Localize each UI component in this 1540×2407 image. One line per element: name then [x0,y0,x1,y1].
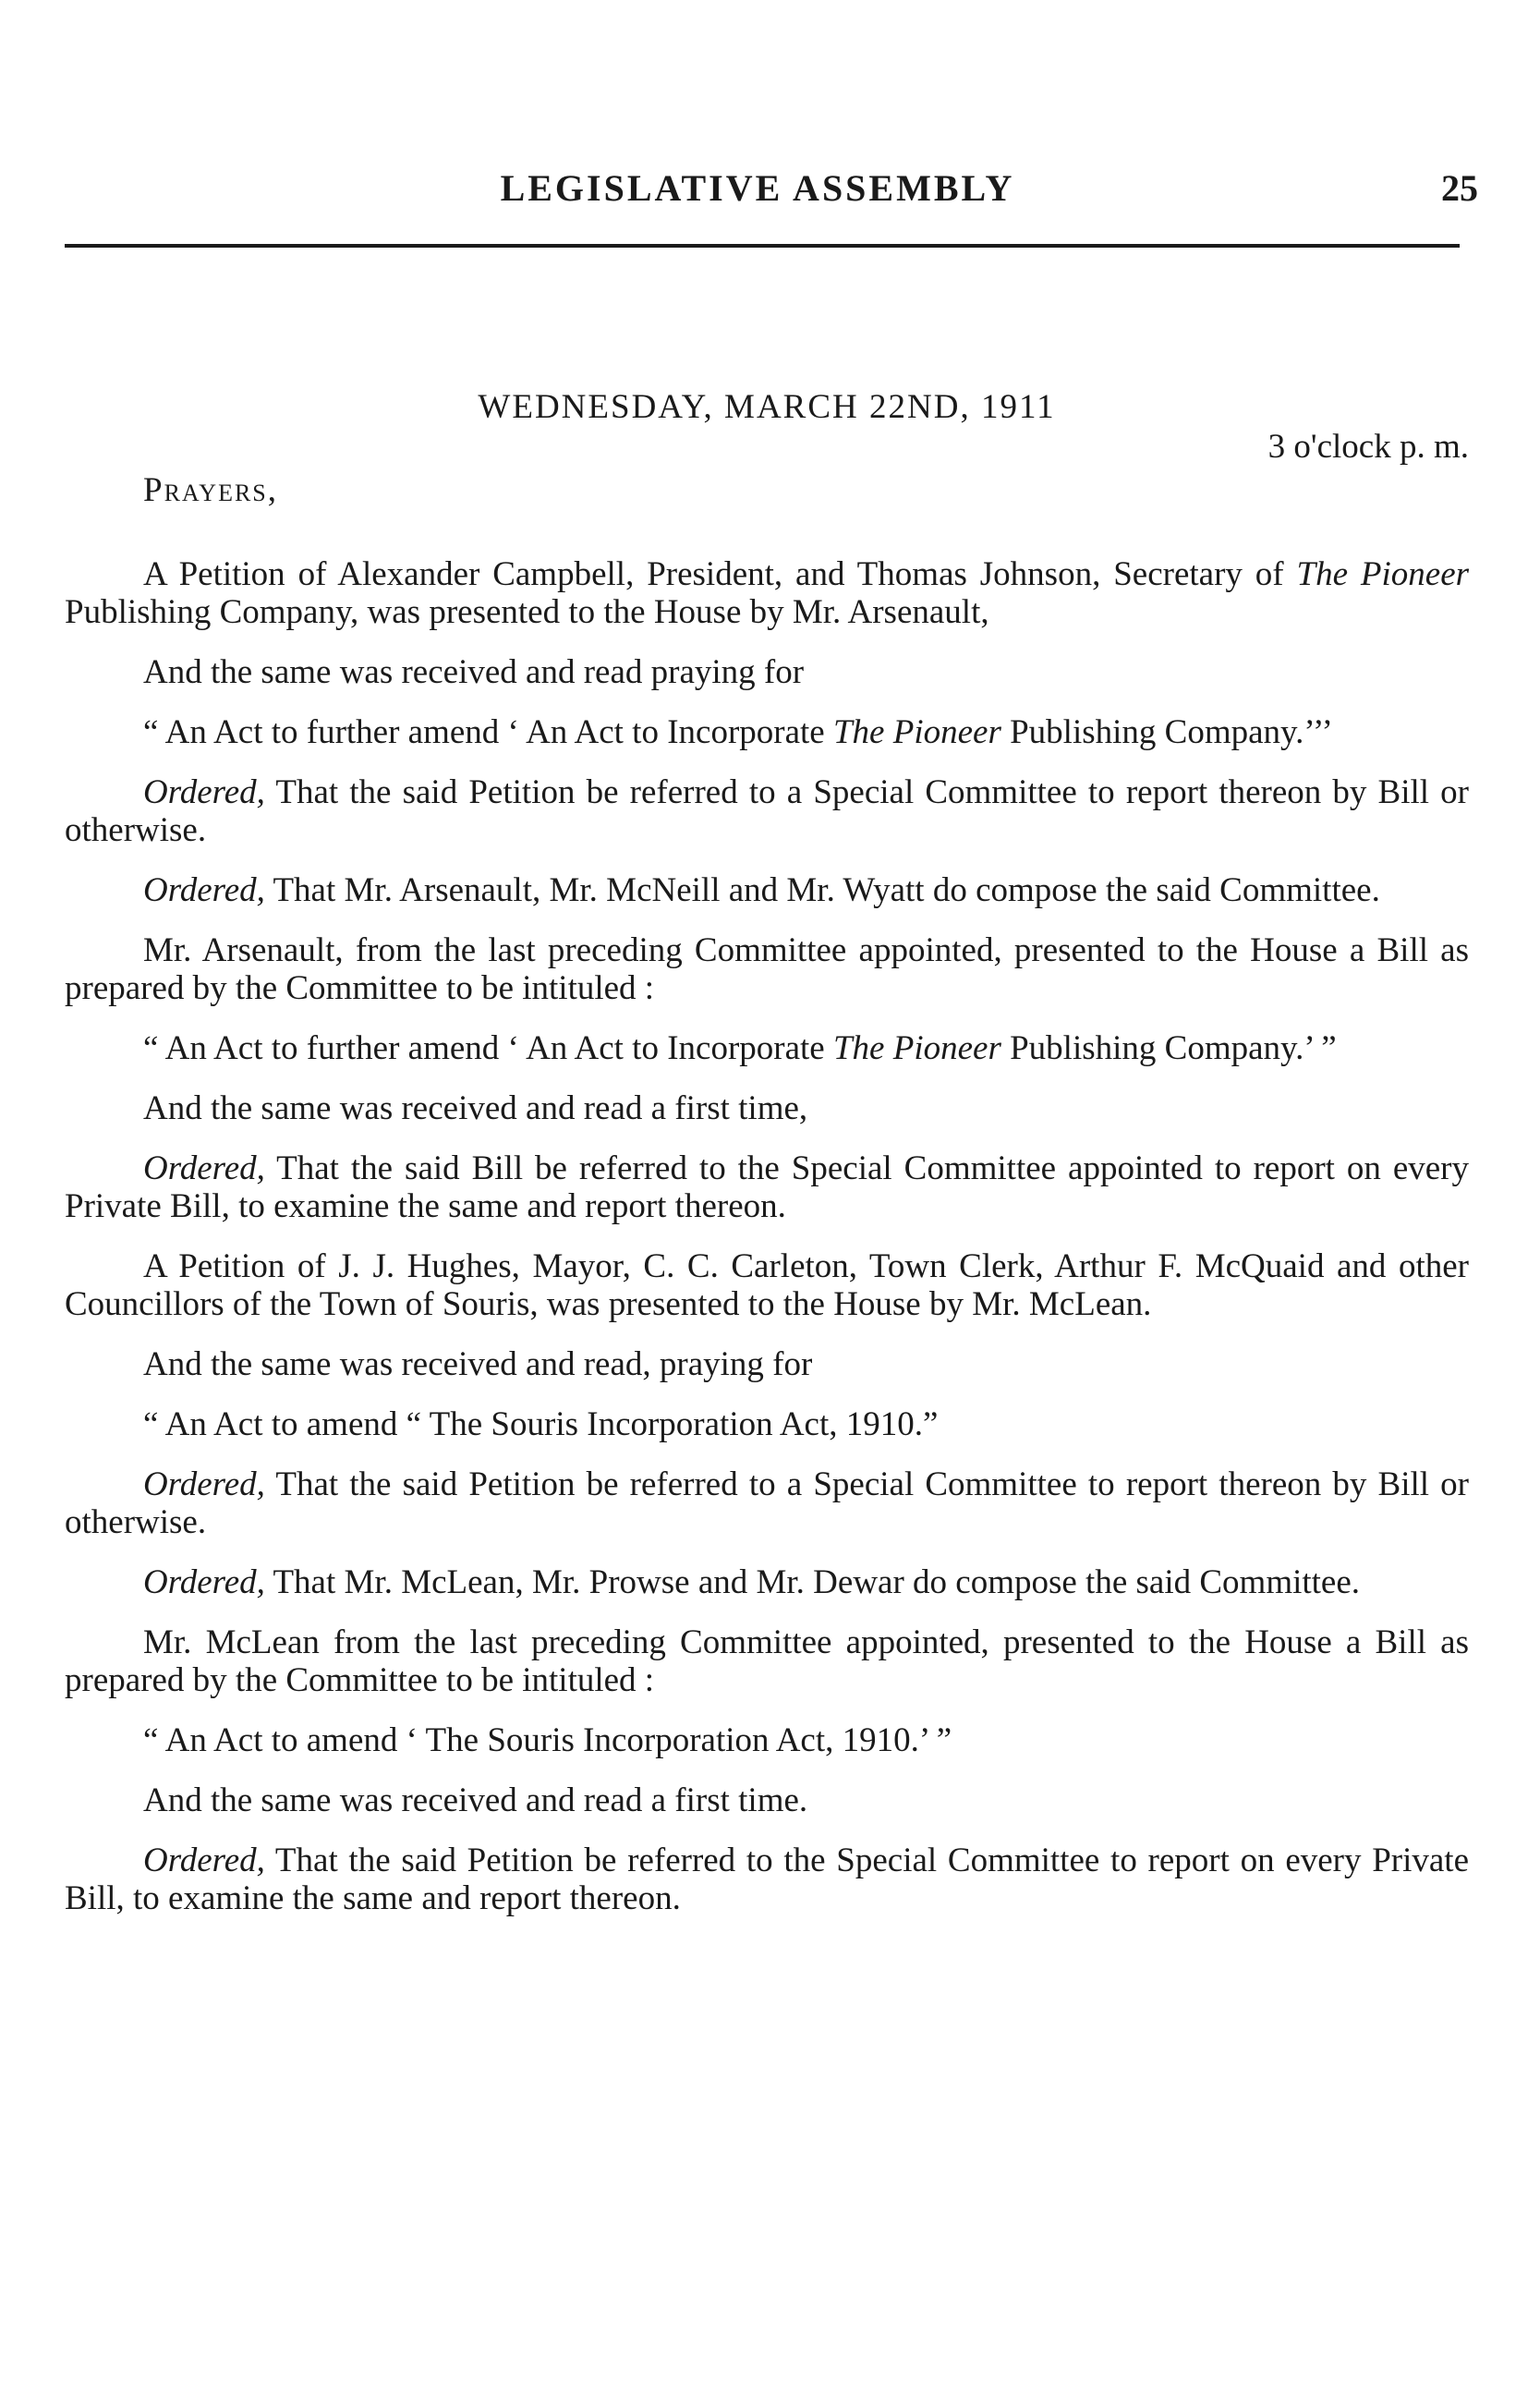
prayers-heading: Prayers, [143,471,279,509]
paragraph: Ordered, That the said Petition be referred to a Special Committee to report thereon by Bill or otherwise. [65,773,1469,849]
page-number: 25 [1441,167,1478,209]
paragraph: Ordered, That the said Bill be referred to the Special Committee appointed to report on every Private Bill, to examine the same and report thereon. [65,1149,1469,1225]
paragraph: “ An Act to amend “ The Souris Incorporation Act, 1910.” [143,1405,939,1443]
header-rule [65,244,1460,248]
paragraph: Mr. McLean from the last preceding Committee appointed, presented to the House a Bill as prepared by the Committee to be intituled : [65,1623,1469,1699]
paragraph: Ordered, That Mr. Arsenault, Mr. McNeill and Mr. Wyatt do compose the said Committee. [143,871,1380,909]
paragraph: Mr. Arsenault, from the last preceding Committee appointed, presented to the House a Bill as prepared by the Committee to be intituled : [65,931,1469,1007]
page-body [65,388,1469,1939]
paragraph: And the same was received and read, praying for [143,1345,813,1383]
paragraph: A Petition of Alexander Campbell, President, and Thomas Johnson, Secretary of The Pioneer Publishing Company, was presented to the House by Mr. Arsenault, [65,555,1470,631]
paragraph: “ An Act to amend ‘ The Souris Incorporation Act, 1910.’ ” [143,1721,952,1759]
paragraph: A Petition of J. J. Hughes, Mayor, C. C. Carleton, Town Clerk, Arthur F. McQuaid and other Councillors of the Town of Souris, was presented to the House by Mr. McLean. [65,1247,1469,1323]
paragraph: “ An Act to further amend ‘ An Act to Incorporate The Pioneer Publishing Company.’’’ [143,713,1333,751]
paragraph: Ordered, That the said Petition be referred to a Special Committee to report thereon by Bill or otherwise. [65,1465,1469,1541]
date-heading: WEDNESDAY, MARCH 22ND, 1911 [478,388,1056,426]
paragraph: And the same was received and read a first time. [143,1781,808,1819]
paragraph: And the same was received and read a first time, [143,1089,808,1127]
paragraph: “ An Act to further amend ‘ An Act to Incorporate The Pioneer Publishing Company.’ ” [143,1029,1337,1067]
paragraph: Ordered, That Mr. McLean, Mr. Prowse and Mr. Dewar do compose the said Committee. [143,1563,1361,1601]
running-header [65,166,1478,222]
paragraph: And the same was received and read praying for [143,653,805,691]
session-time: 3 o'clock p. m. [1267,428,1469,466]
paragraph: Ordered, That the said Petition be referred to the Special Committee to report on every Private Bill, to examine the same and report thereon. [65,1842,1469,1917]
header-title: LEGISLATIVE ASSEMBLY [500,167,1015,209]
